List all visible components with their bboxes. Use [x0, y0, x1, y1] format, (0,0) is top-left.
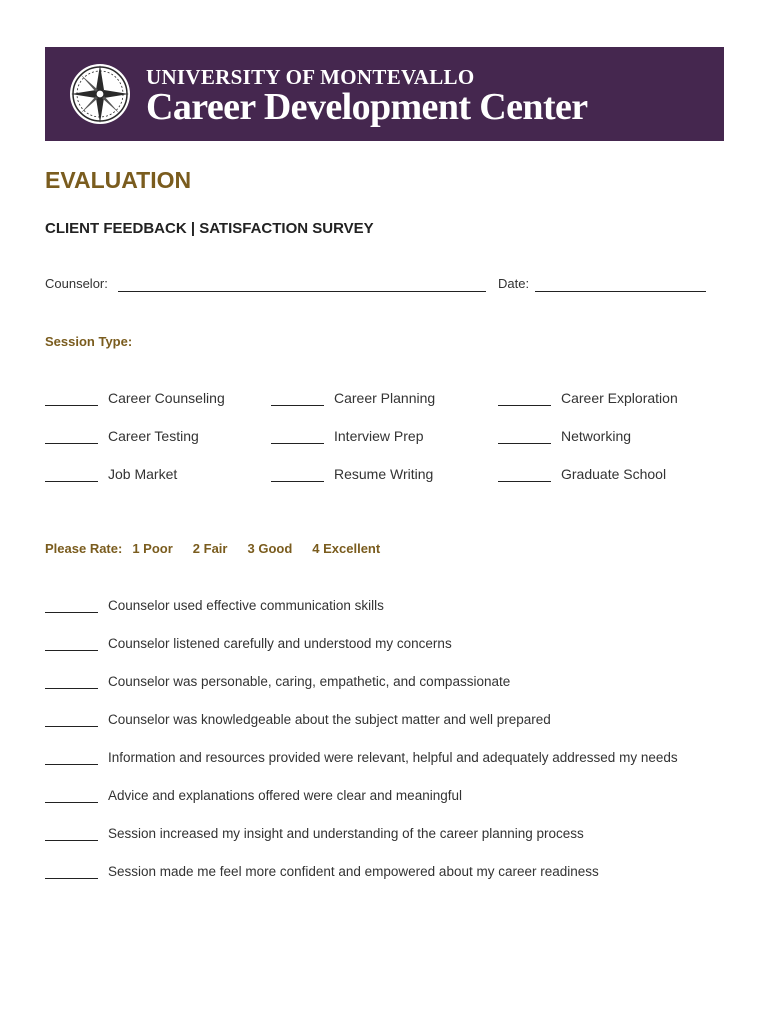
statement-row [45, 674, 510, 689]
rating-blank[interactable] [45, 712, 98, 727]
option-label: Graduate School [561, 466, 667, 482]
session-option[interactable] [45, 428, 199, 444]
session-option[interactable] [498, 390, 678, 406]
session-option[interactable] [45, 466, 177, 482]
option-label: Career Counseling [108, 390, 225, 406]
option-label: Networking [561, 428, 632, 444]
statement-row [45, 636, 452, 651]
statement-row [45, 788, 462, 803]
rating-level: 3 Good [247, 541, 293, 556]
statement-row [45, 750, 678, 765]
option-label: Career Planning [334, 390, 436, 406]
rating-scale [45, 541, 400, 556]
option-blank[interactable] [45, 467, 98, 482]
statement-row [45, 864, 599, 879]
session-option[interactable] [498, 428, 631, 444]
statement-text: Session increased my insight and understanding of the career planning process [108, 826, 584, 841]
counselor-label: Counselor: [45, 276, 108, 291]
rating-blank[interactable] [45, 788, 98, 803]
rating-level: 4 Excellent [312, 541, 381, 556]
counselor-field[interactable] [118, 291, 486, 292]
option-label: Interview Prep [334, 428, 424, 444]
session-option[interactable] [271, 466, 433, 482]
compass-rose-icon [67, 61, 133, 127]
option-blank[interactable] [271, 467, 324, 482]
session-type-label: Session Type: [45, 334, 133, 349]
date-field[interactable] [535, 291, 706, 292]
session-option[interactable] [271, 390, 435, 406]
statement-text: Advice and explanations offered were clear and meaningful [108, 788, 462, 803]
statement-row [45, 826, 584, 841]
option-blank[interactable] [498, 391, 551, 406]
statement-text: Counselor used effective communication skills [108, 598, 384, 613]
statement-row [45, 598, 384, 613]
statement-text: Information and resources provided were relevant, helpful and adequately addressed my needs [108, 750, 678, 765]
option-label: Resume Writing [334, 466, 434, 482]
survey-subtitle: CLIENT FEEDBACK | SATISFACTION SURVEY [45, 220, 374, 237]
rating-blank[interactable] [45, 750, 98, 765]
center-name: Career Development Center [146, 86, 588, 128]
rating-blank[interactable] [45, 598, 98, 613]
statement-text: Session made me feel more confident and empowered about my career readiness [108, 864, 599, 879]
rating-level: 1 Poor [132, 541, 173, 556]
statement-text: Counselor was personable, caring, empathetic, and compassionate [108, 674, 511, 689]
option-label: Job Market [108, 466, 178, 482]
rating-blank[interactable] [45, 864, 98, 879]
rating-label: Please Rate: [45, 541, 123, 556]
rating-level: 2 Fair [192, 541, 228, 556]
university-name: UNIVERSITY OF MONTEVALLO [146, 65, 475, 89]
statement-text: Counselor was knowledgeable about the subject matter and well prepared [108, 712, 551, 727]
session-option[interactable] [498, 466, 666, 482]
session-option[interactable] [45, 390, 225, 406]
page-title: EVALUATION [45, 167, 192, 193]
rating-blank[interactable] [45, 826, 98, 841]
option-blank[interactable] [498, 429, 551, 444]
session-option[interactable] [271, 428, 423, 444]
date-label: Date: [498, 276, 530, 291]
statement-row [45, 712, 551, 727]
header-banner [45, 47, 724, 141]
option-blank[interactable] [498, 467, 551, 482]
option-blank[interactable] [271, 429, 324, 444]
rating-blank[interactable] [45, 636, 98, 651]
option-blank[interactable] [45, 429, 98, 444]
option-label: Career Testing [108, 428, 199, 444]
option-label: Career Exploration [561, 390, 678, 406]
rating-blank[interactable] [45, 674, 98, 689]
statement-text: Counselor listened carefully and understood my concerns [108, 636, 452, 651]
option-blank[interactable] [45, 391, 98, 406]
option-blank[interactable] [271, 391, 324, 406]
